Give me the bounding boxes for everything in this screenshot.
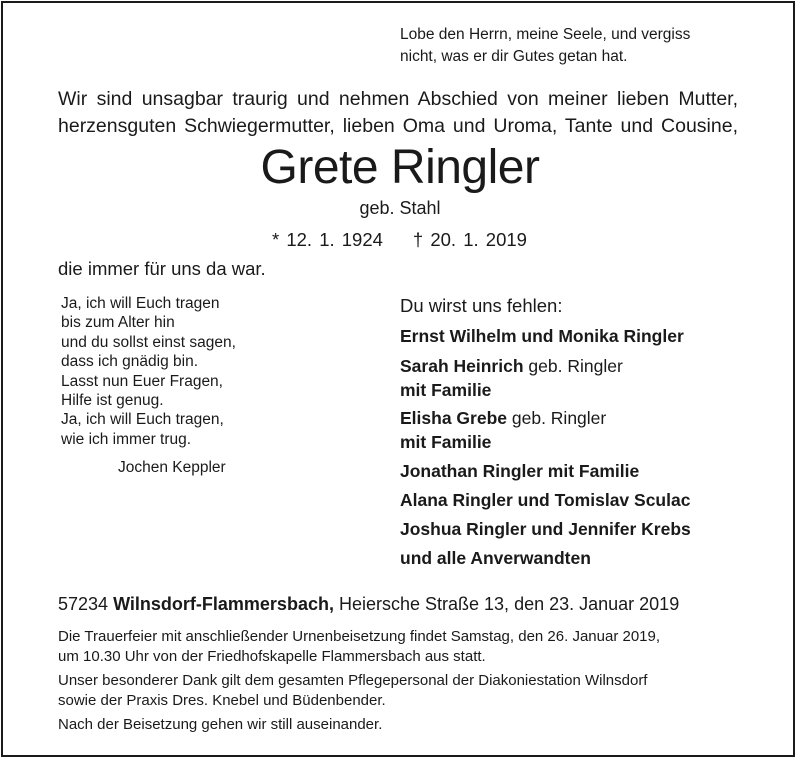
closing-note [58, 715, 382, 735]
poem-line: Lasst nun Euer Fragen, [61, 372, 223, 390]
mourner-name: Sarah Heinrich [400, 356, 524, 376]
note-line: um 10.30 Uhr von der Friedhofskapelle Flammersbach aus statt. [58, 647, 486, 665]
mourner-entry [400, 546, 591, 570]
mourner-entry [400, 517, 691, 541]
deceased-name: Grete Ringler [260, 141, 540, 194]
poem-line: Hilfe ist genug. [61, 392, 164, 410]
address-zip: 57234 [58, 594, 109, 614]
mourner-entry [400, 488, 690, 512]
mourner-suffix: mit Familie [400, 432, 492, 452]
note-line: sowie der Praxis Dres. Knebel und Büdenbender. [58, 691, 386, 709]
mourner-entry [400, 324, 684, 348]
mourner-name: und alle Anverwandten [400, 548, 591, 568]
birth-date: * 12. 1. 1924 [272, 229, 383, 250]
born-name: geb. Stahl [359, 198, 441, 218]
mourner-name: Joshua Ringler und Jennifer Krebs [400, 519, 691, 539]
mourner-name: Alana Ringler und Tomislav Sculac [400, 490, 691, 510]
bible-verse [400, 24, 690, 68]
poem-author: Jochen Keppler [118, 459, 226, 476]
note-line: Unser besonderer Dank gilt dem gesamten Pflegepersonal der Diakoniestation Wilnsdorf [58, 672, 648, 689]
address-line [58, 592, 679, 616]
note-line: Nach der Beisetzung gehen wir still auseinander. [58, 716, 383, 733]
poem-line: Ja, ich will Euch tragen, [61, 411, 224, 429]
mourner-born-name: geb. Ringler [511, 408, 607, 428]
life-dates [272, 228, 527, 252]
tagline: die immer für uns da war. [58, 258, 266, 279]
mourner-name: Ernst Wilhelm und Monika Ringler [400, 326, 684, 346]
poem-line: dass ich gnädig bin. [61, 353, 199, 371]
death-date: † 20. 1. 2019 [412, 229, 527, 250]
mourner-entry [400, 459, 639, 483]
poem [61, 294, 236, 449]
mourners-heading: Du wirst uns fehlen: [400, 295, 563, 316]
note-line: Die Trauerfeier mit anschließender Urnenbeisetzung findet Samstag, den 26. Januar 2019, [58, 628, 661, 645]
poem-line: bis zum Alter hin [61, 314, 175, 332]
intro-line: herzensguten Schwiegermutter, lieben Oma und Uroma, Tante und Cousine, [58, 115, 738, 137]
poem-line: wie ich immer trug. [61, 430, 192, 448]
verse-line: Lobe den Herrn, meine Seele, und vergiss [400, 26, 691, 43]
mourner-entry [400, 354, 623, 402]
funeral-note [58, 627, 660, 666]
verse-line: nicht, was er dir Gutes getan hat. [400, 48, 628, 65]
mourner-entry [400, 406, 606, 454]
mourner-suffix: mit Familie [400, 380, 492, 400]
address-place: Wilnsdorf-Flammersbach, [113, 594, 334, 614]
mourner-born-name: geb. Ringler [528, 356, 623, 376]
poem-line: und du sollst einst sagen, [61, 333, 236, 351]
address-street-date: Heiersche Straße 13, den 23. Januar 2019 [338, 594, 680, 614]
thanks-note [58, 671, 647, 710]
poem-line: Ja, ich will Euch tragen [61, 295, 220, 312]
mourner-name: Jonathan Ringler mit Familie [400, 461, 640, 481]
mourner-name: Elisha Grebe [400, 408, 507, 428]
intro-line: Wir sind unsagbar traurig und nehmen Abschied von meiner lieben Mutter, [58, 88, 738, 110]
